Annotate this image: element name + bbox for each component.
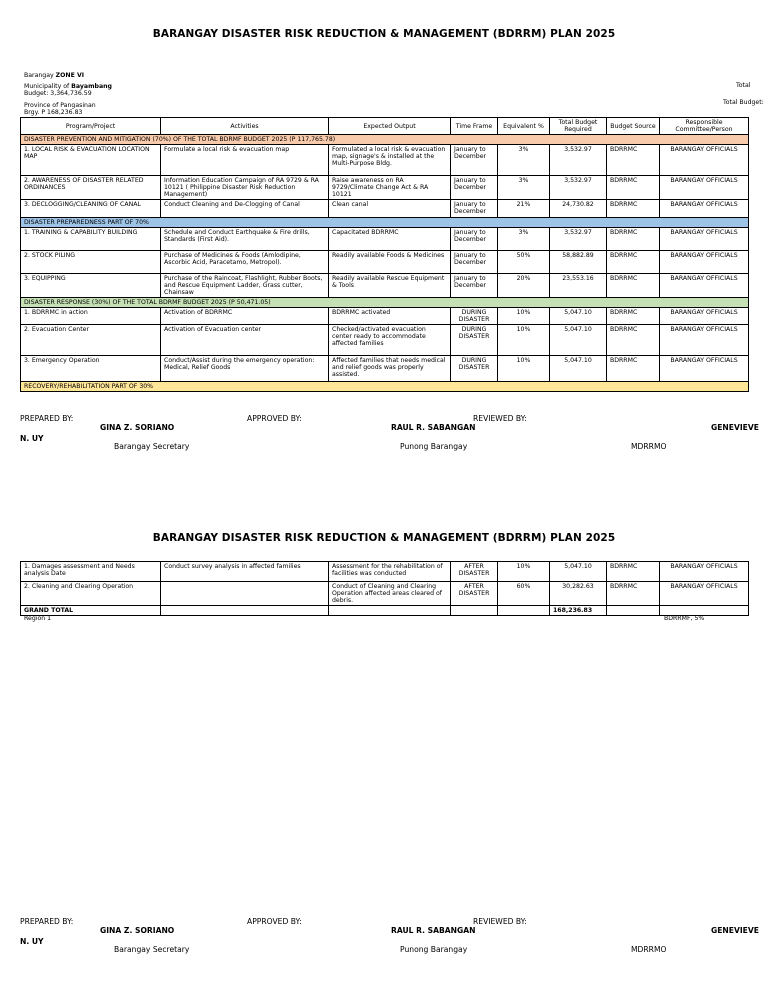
output-cell: Clean canal [329, 200, 451, 218]
output-cell: Readily available Rescue Equipment & Tools [329, 274, 451, 298]
table-row [21, 176, 749, 200]
total-label: Total [736, 82, 751, 89]
table-row [21, 356, 749, 382]
source-cell: BDRRMC [607, 145, 660, 176]
section-row [21, 135, 749, 145]
activity-cell: Activation of Evacuation center [161, 325, 329, 356]
output-cell: Conduct of Cleaning and Clearing Operation affected areas cleared of debris. [329, 582, 451, 606]
region-text: Region 1 [24, 615, 52, 622]
source-cell: BDRRMC [607, 228, 660, 251]
column-header: Total Budget Required [550, 118, 607, 135]
budget-cell: 3,532.97 [550, 228, 607, 251]
table-row [21, 308, 749, 325]
grand-total-label: GRAND TOTAL [21, 606, 161, 616]
pct-cell: 10% [498, 356, 550, 382]
table-row [21, 251, 749, 274]
time-cell: January to December [451, 176, 498, 200]
resp-cell: BARANGAY OFFICIALS [660, 356, 749, 382]
approved-by-title: Punong Barangay [400, 442, 468, 451]
table-row [21, 200, 749, 218]
activity-cell: Schedule and Conduct Earthquake & Fire drills, Standards (First Aid). [161, 228, 329, 251]
activity-cell: Purchase of Medicines & Foods (Amlodipine, Ascorbic Acid, Paracetamo, Metropol). [161, 251, 329, 274]
source-cell: BDRRMC [607, 251, 660, 274]
barangay-value: ZONE VI [55, 72, 85, 79]
output-cell: BDRRMC activated [329, 308, 451, 325]
plan-meta [24, 72, 112, 117]
resp-cell: BARANGAY OFFICIALS [660, 145, 749, 176]
source-cell: BDRRMC [607, 356, 660, 382]
program-cell: 2. STOCK PILING [21, 251, 161, 274]
section-title: DISASTER PREPAREDNESS PART OF 70% [21, 218, 749, 228]
output-cell: Checked/activated evacuation center ready to accommodate affected families [329, 325, 451, 356]
pct-cell: 3% [498, 145, 550, 176]
output-cell: Formulated a local risk & evacuation map, signage's & installed at the Multi-Purpose Bldg. [329, 145, 451, 176]
budget-cell: 5,047.10 [550, 308, 607, 325]
pct-cell: 50% [498, 251, 550, 274]
page-title-2: BARANGAY DISASTER RISK REDUCTION & MANAGEMENT (BDRRM) PLAN 2025 [152, 532, 616, 544]
resp-cell: BARANGAY OFFICIALS [660, 251, 749, 274]
time-cell: January to December [451, 274, 498, 298]
province-text: Province of Pangasinan [24, 101, 96, 109]
program-cell: 3. DECLOGGING/CLEANING OF CANAL [21, 200, 161, 218]
brgy-budget-text: Brgy. P 168,236.83 [24, 109, 83, 117]
output-cell: Assessment for the rehabilitation of facilities was conducted [329, 562, 451, 582]
activity-cell [161, 582, 329, 606]
approved-by-label: APPROVED BY: [247, 917, 302, 926]
plan-table [20, 117, 749, 392]
column-header: Equivalent % [498, 118, 550, 135]
pct-cell: 60% [498, 582, 550, 606]
time-cell: DURING DISASTER [451, 325, 498, 356]
output-cell: Readily available Foods & Medicines [329, 251, 451, 274]
program-cell: 1. TRAINING & CAPABILITY BUILDING [21, 228, 161, 251]
column-header: Budget Source [607, 118, 660, 135]
prepared-by-name: GINA Z. SORIANO [100, 926, 175, 935]
source-cell: BDRRMC [607, 274, 660, 298]
section-title: DISASTER PREVENTION AND MITIGATION (70%) OF THE TOTAL BDRMF BUDGET 2025 (P 117,765.78) [21, 135, 749, 145]
resp-cell: BARANGAY OFFICIALS [660, 228, 749, 251]
reviewed-by-title: MDRRMO [631, 442, 667, 451]
reviewed-by-name-first: GENEVIEVE [711, 423, 759, 432]
reviewed-by-title: MDRRMO [631, 945, 667, 954]
budget-cell: 24,730.82 [550, 200, 607, 218]
budget-cell: 23,553.16 [550, 274, 607, 298]
municipality-value: Bayambang [71, 82, 112, 90]
bdrrmf-text: BDRRMF, 5% [664, 615, 705, 622]
output-cell: Raise awareness on RA 9729/Climate Change Act & RA 10121 [329, 176, 451, 200]
section-row [21, 218, 749, 228]
grand-total-value: 168,236.83 [550, 606, 607, 616]
barangay-label: Barangay [24, 72, 54, 79]
resp-cell: BARANGAY OFFICIALS [660, 562, 749, 582]
program-cell: 3. Emergency Operation [21, 356, 161, 382]
activity-cell: Information Education Campaign of RA 9729 & RA 10121 ( Philippine Disaster Risk Reduction Management) [161, 176, 329, 200]
total-budget-label: Total Budget: [723, 99, 764, 106]
program-cell: 2. Evacuation Center [21, 325, 161, 356]
section-row [21, 382, 749, 392]
budget-cell: 5,047.10 [550, 325, 607, 356]
program-cell: 1. LOCAL RISK & EVACUATION LOCATION MAP [21, 145, 161, 176]
resp-cell: BARANGAY OFFICIALS [660, 200, 749, 218]
table-row [21, 228, 749, 251]
activity-cell: Purchase of the Raincoat, Flashlight, Rubber Boots, and Rescue Equipment Ladder, Grass cutter, Chainsaw [161, 274, 329, 298]
source-cell: BDRRMC [607, 200, 660, 218]
time-cell: January to December [451, 145, 498, 176]
source-cell: BDRRMC [607, 325, 660, 356]
pct-cell: 10% [498, 325, 550, 356]
section-row [21, 298, 749, 308]
activity-cell: Conduct survey analysis in affected families [161, 562, 329, 582]
program-cell: 3. EQUIPPING [21, 274, 161, 298]
table-header-row [21, 118, 749, 135]
plan-table-2 [20, 561, 749, 616]
prepared-by-label: PREPARED BY: [20, 917, 74, 926]
pct-cell: 20% [498, 274, 550, 298]
table-row [21, 274, 749, 298]
activity-cell: Formulate a local risk & evacuation map [161, 145, 329, 176]
pct-cell: 10% [498, 562, 550, 582]
municipality-label: Municipality of [24, 82, 70, 90]
pct-cell: 10% [498, 308, 550, 325]
page-title: BARANGAY DISASTER RISK REDUCTION & MANAGEMENT (BDRRM) PLAN 2025 [152, 28, 616, 40]
output-cell: Affected families that needs medical and relief goods was properly assisted. [329, 356, 451, 382]
prepared-by-name: GINA Z. SORIANO [100, 423, 175, 432]
approved-by-title: Punong Barangay [400, 945, 468, 954]
budget-cell: 58,882.89 [550, 251, 607, 274]
time-cell: AFTER DISASTER [451, 562, 498, 582]
resp-cell: BARANGAY OFFICIALS [660, 582, 749, 606]
column-header: Time Frame [451, 118, 498, 135]
budget-cell: 5,047.10 [550, 562, 607, 582]
time-cell: January to December [451, 200, 498, 218]
reviewed-by-label: REVIEWED BY: [473, 414, 527, 423]
activity-cell: Conduct/Assist during the emergency operation: Medical, Relief Goods [161, 356, 329, 382]
program-cell: 2. AWARENESS OF DISASTER RELATED ORDINANCES [21, 176, 161, 200]
table-row [21, 582, 749, 606]
resp-cell: BARANGAY OFFICIALS [660, 325, 749, 356]
resp-cell: BARANGAY OFFICIALS [660, 176, 749, 200]
resp-cell: BARANGAY OFFICIALS [660, 274, 749, 298]
column-header: Activities [161, 118, 329, 135]
budget-cell: 3,532.97 [550, 145, 607, 176]
program-cell: 2. Cleaning and Clearing Operation [21, 582, 161, 606]
table-row [21, 562, 749, 582]
time-cell: DURING DISASTER [451, 308, 498, 325]
section-title: DISASTER RESPONSE (30%) OF THE TOTAL BDRMF BUDGET 2025 (P 50,471.05) [21, 298, 749, 308]
budget-cell: 3,532.97 [550, 176, 607, 200]
column-header: Expected Output [329, 118, 451, 135]
time-cell: January to December [451, 228, 498, 251]
budget-cell: 30,282.63 [550, 582, 607, 606]
prepared-by-label: PREPARED BY: [20, 414, 74, 423]
time-cell: AFTER DISASTER [451, 582, 498, 606]
prepared-by-title: Barangay Secretary [114, 945, 190, 954]
column-header: Program/Project [21, 118, 161, 135]
resp-cell: BARANGAY OFFICIALS [660, 308, 749, 325]
prepared-by-title: Barangay Secretary [114, 442, 190, 451]
activity-cell: Conduct Cleaning and De-Clogging of Canal [161, 200, 329, 218]
reviewed-by-label: REVIEWED BY: [473, 917, 527, 926]
pct-cell: 3% [498, 228, 550, 251]
source-cell: BDRRMC [607, 308, 660, 325]
approved-by-name: RAUL R. SABANGAN [391, 926, 476, 935]
source-cell: BDRRMC [607, 176, 660, 200]
table-row [21, 145, 749, 176]
approved-by-label: APPROVED BY: [247, 414, 302, 423]
budget-text: Budget: 3,364,736.59 [24, 90, 92, 98]
program-cell: 1. BDRRMC in action [21, 308, 161, 325]
column-header: Responsible Committee/Person [660, 118, 749, 135]
activity-cell: Activation of BDRRMC [161, 308, 329, 325]
source-cell: BDRRMC [607, 582, 660, 606]
pct-cell: 21% [498, 200, 550, 218]
reviewed-by-name-last: N. UY [20, 937, 44, 946]
source-cell: BDRRMC [607, 562, 660, 582]
output-cell: Capacitated BDRRMC [329, 228, 451, 251]
pct-cell: 3% [498, 176, 550, 200]
section-title: RECOVERY/REHABILITATION PART OF 30% [21, 382, 749, 392]
time-cell: DURING DISASTER [451, 356, 498, 382]
grand-total-row [21, 606, 749, 616]
table-row [21, 325, 749, 356]
time-cell: January to December [451, 251, 498, 274]
reviewed-by-name-first: GENEVIEVE [711, 926, 759, 935]
budget-cell: 5,047.10 [550, 356, 607, 382]
program-cell: 1. Damages assessment and Needs analysis Date [21, 562, 161, 582]
approved-by-name: RAUL R. SABANGAN [391, 423, 476, 432]
reviewed-by-name-last: N. UY [20, 434, 44, 443]
